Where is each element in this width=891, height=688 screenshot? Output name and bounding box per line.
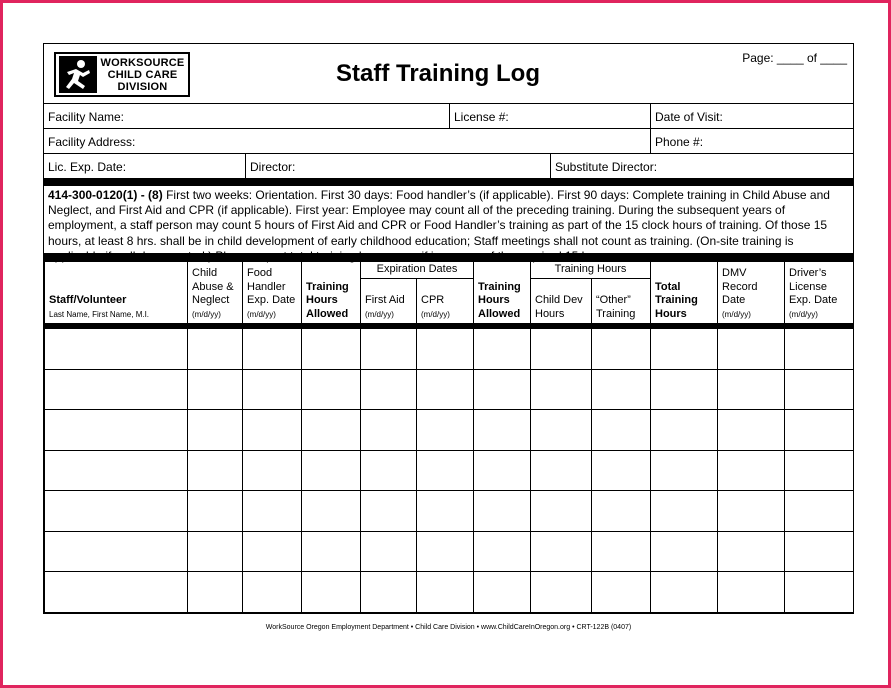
col-training-hours-allowed-1: Training Hours Allowed bbox=[302, 262, 361, 327]
training-log-form bbox=[43, 43, 854, 614]
table-cell[interactable] bbox=[718, 450, 785, 491]
table-cell[interactable] bbox=[651, 531, 718, 572]
table-cell[interactable] bbox=[531, 326, 592, 369]
table-cell[interactable] bbox=[718, 369, 785, 410]
table-cell[interactable] bbox=[302, 410, 361, 451]
runner-logo-icon bbox=[59, 56, 97, 93]
table-cell[interactable] bbox=[243, 491, 302, 532]
table-cell[interactable] bbox=[718, 531, 785, 572]
table-cell[interactable] bbox=[45, 326, 188, 369]
table-cell[interactable] bbox=[45, 491, 188, 532]
table-cell[interactable] bbox=[592, 491, 651, 532]
table-cell[interactable] bbox=[188, 410, 243, 451]
table-cell[interactable] bbox=[243, 369, 302, 410]
table-cell[interactable] bbox=[785, 326, 854, 369]
lic-exp-date-field[interactable]: Lic. Exp. Date: bbox=[44, 154, 246, 178]
table-cell[interactable] bbox=[417, 450, 474, 491]
table-cell[interactable] bbox=[474, 450, 531, 491]
table-cell[interactable] bbox=[302, 450, 361, 491]
col-dmv-record: DMV Record Date (m/d/yy) bbox=[718, 262, 785, 327]
page-footer: WorkSource Oregon Employment Department • Child Care Division • www.ChildCareInOregon.org • CRT-122B (0407) bbox=[265, 624, 632, 631]
table-cell[interactable] bbox=[188, 450, 243, 491]
table-cell[interactable] bbox=[188, 326, 243, 369]
table-cell[interactable] bbox=[531, 450, 592, 491]
table-cell[interactable] bbox=[785, 450, 854, 491]
table-cell[interactable] bbox=[417, 572, 474, 613]
table-cell[interactable] bbox=[531, 531, 592, 572]
table-cell[interactable] bbox=[592, 326, 651, 369]
logo-line-1: WORKSOURCE bbox=[100, 56, 185, 69]
table-cell[interactable] bbox=[592, 572, 651, 613]
table-cell[interactable] bbox=[243, 410, 302, 451]
divider-bar bbox=[44, 178, 853, 186]
table-cell[interactable] bbox=[474, 491, 531, 532]
logo-line-3: DIVISION bbox=[117, 80, 168, 93]
table-cell[interactable] bbox=[592, 369, 651, 410]
table-cell[interactable] bbox=[188, 491, 243, 532]
table-cell[interactable] bbox=[718, 572, 785, 613]
table-cell[interactable] bbox=[785, 491, 854, 532]
table-cell[interactable] bbox=[302, 531, 361, 572]
facility-name-field[interactable]: Facility Name: bbox=[44, 104, 450, 128]
table-cell[interactable] bbox=[531, 410, 592, 451]
table-row bbox=[45, 572, 854, 613]
table-cell[interactable] bbox=[531, 572, 592, 613]
table-cell[interactable] bbox=[651, 326, 718, 369]
table-cell[interactable] bbox=[651, 369, 718, 410]
table-cell[interactable] bbox=[417, 410, 474, 451]
table-cell[interactable] bbox=[361, 450, 417, 491]
table-row bbox=[45, 326, 854, 369]
table-cell[interactable] bbox=[361, 491, 417, 532]
col-total-training-hours: Total Training Hours bbox=[651, 262, 718, 327]
group-training-hours: Training Hours bbox=[531, 262, 651, 279]
table-cell[interactable] bbox=[592, 410, 651, 451]
logo-text bbox=[97, 57, 188, 93]
table-cell[interactable] bbox=[718, 410, 785, 451]
col-other-training: “Other” Training bbox=[592, 279, 651, 327]
table-cell[interactable] bbox=[417, 491, 474, 532]
table-cell[interactable] bbox=[243, 572, 302, 613]
table-cell[interactable] bbox=[45, 572, 188, 613]
table-cell[interactable] bbox=[188, 531, 243, 572]
table-cell[interactable] bbox=[718, 326, 785, 369]
table-cell[interactable] bbox=[45, 369, 188, 410]
table-cell[interactable] bbox=[302, 572, 361, 613]
table-cell[interactable] bbox=[45, 531, 188, 572]
training-table bbox=[44, 261, 854, 613]
table-body bbox=[45, 326, 854, 612]
table-cell[interactable] bbox=[474, 369, 531, 410]
form-header bbox=[44, 44, 853, 104]
table-cell[interactable] bbox=[474, 572, 531, 613]
table-cell[interactable] bbox=[651, 491, 718, 532]
table-cell[interactable] bbox=[188, 572, 243, 613]
table-cell[interactable] bbox=[302, 369, 361, 410]
substitute-director-field[interactable]: Substitute Director: bbox=[555, 160, 658, 174]
page-title: Staff Training Log bbox=[336, 60, 540, 87]
col-training-hours-allowed-2: Training Hours Allowed bbox=[474, 262, 531, 327]
table-cell[interactable] bbox=[302, 491, 361, 532]
table-cell[interactable] bbox=[651, 450, 718, 491]
table-cell[interactable] bbox=[417, 326, 474, 369]
col-food-handler: Food Handler Exp. Date (m/d/yy) bbox=[243, 262, 302, 327]
col-child-abuse: Child Abuse & Neglect (m/d/yy) bbox=[188, 262, 243, 327]
col-child-dev-hours: Child Dev Hours bbox=[531, 279, 592, 327]
table-cell[interactable] bbox=[785, 572, 854, 613]
license-field[interactable]: License #: bbox=[450, 104, 651, 128]
table-cell[interactable] bbox=[592, 450, 651, 491]
table-cell[interactable] bbox=[243, 450, 302, 491]
col-first-aid: First Aid (m/d/yy) bbox=[361, 279, 417, 327]
logo-line-2: CHILD CARE bbox=[107, 68, 178, 81]
worksource-logo bbox=[54, 52, 190, 97]
table-cell[interactable] bbox=[45, 410, 188, 451]
page-number-field[interactable]: Page: ____ of ____ bbox=[742, 51, 847, 65]
table-cell[interactable] bbox=[474, 326, 531, 369]
table-cell[interactable] bbox=[474, 410, 531, 451]
regulation-text bbox=[44, 186, 853, 263]
table-cell[interactable] bbox=[417, 531, 474, 572]
table-cell[interactable] bbox=[651, 410, 718, 451]
phone-field[interactable]: Phone #: bbox=[655, 135, 704, 149]
table-cell[interactable] bbox=[785, 410, 854, 451]
table-row bbox=[45, 369, 854, 410]
col-drivers-license: Driver’s License Exp. Date (m/d/yy) bbox=[785, 262, 854, 327]
table-cell[interactable] bbox=[785, 369, 854, 410]
table-cell[interactable] bbox=[651, 572, 718, 613]
table-cell[interactable] bbox=[531, 369, 592, 410]
table-cell[interactable] bbox=[361, 410, 417, 451]
facility-row bbox=[44, 104, 853, 129]
table-cell[interactable] bbox=[243, 326, 302, 369]
col-cpr: CPR (m/d/yy) bbox=[417, 279, 474, 327]
table-row bbox=[45, 491, 854, 532]
table-row bbox=[45, 410, 854, 451]
regulation-code: 414-300-0120(1) - (8) bbox=[48, 188, 163, 202]
col-staff-volunteer: Staff/Volunteer Last Name, First Name, M.I. bbox=[45, 262, 188, 327]
table-cell[interactable] bbox=[592, 531, 651, 572]
regulation-body: First two weeks: Orientation. First 30 days: Food handler’s (if applicable). First 90 days: Complete training in Child Abuse and Neglect, and First Aid and CPR (if applicable). First year: Employee may count all of the preceding training. During the subsequent years of employment, a staff person may count 5 hours of First Aid and CPR or Food Handler’s training as part of the 15 clock hours of training. Of those 15 hours, at least 8 hrs. shall be in child development of early childhood education; Staff meetings shall not count as training. (On-site training is applicable if well documented.) Please report total training hours even if in excess of the required 15 hours. bbox=[48, 188, 830, 263]
table-cell[interactable] bbox=[361, 572, 417, 613]
table-cell[interactable] bbox=[243, 531, 302, 572]
group-expiration-dates: Expiration Dates bbox=[361, 262, 474, 279]
table-cell[interactable] bbox=[361, 326, 417, 369]
table-row bbox=[45, 450, 854, 491]
director-field[interactable]: Director: bbox=[246, 154, 551, 178]
table-cell[interactable] bbox=[361, 369, 417, 410]
table-cell[interactable] bbox=[474, 531, 531, 572]
table-cell[interactable] bbox=[188, 369, 243, 410]
table-cell[interactable] bbox=[785, 531, 854, 572]
table-cell[interactable] bbox=[45, 450, 188, 491]
table-cell[interactable] bbox=[531, 491, 592, 532]
table-cell[interactable] bbox=[718, 491, 785, 532]
table-cell[interactable] bbox=[361, 531, 417, 572]
director-row bbox=[44, 154, 853, 178]
facility-address-field[interactable]: Facility Address: bbox=[44, 129, 651, 153]
address-row bbox=[44, 129, 853, 154]
table-cell[interactable] bbox=[302, 326, 361, 369]
date-of-visit-field[interactable]: Date of Visit: bbox=[655, 110, 723, 124]
table-cell[interactable] bbox=[417, 369, 474, 410]
table-row bbox=[45, 531, 854, 572]
